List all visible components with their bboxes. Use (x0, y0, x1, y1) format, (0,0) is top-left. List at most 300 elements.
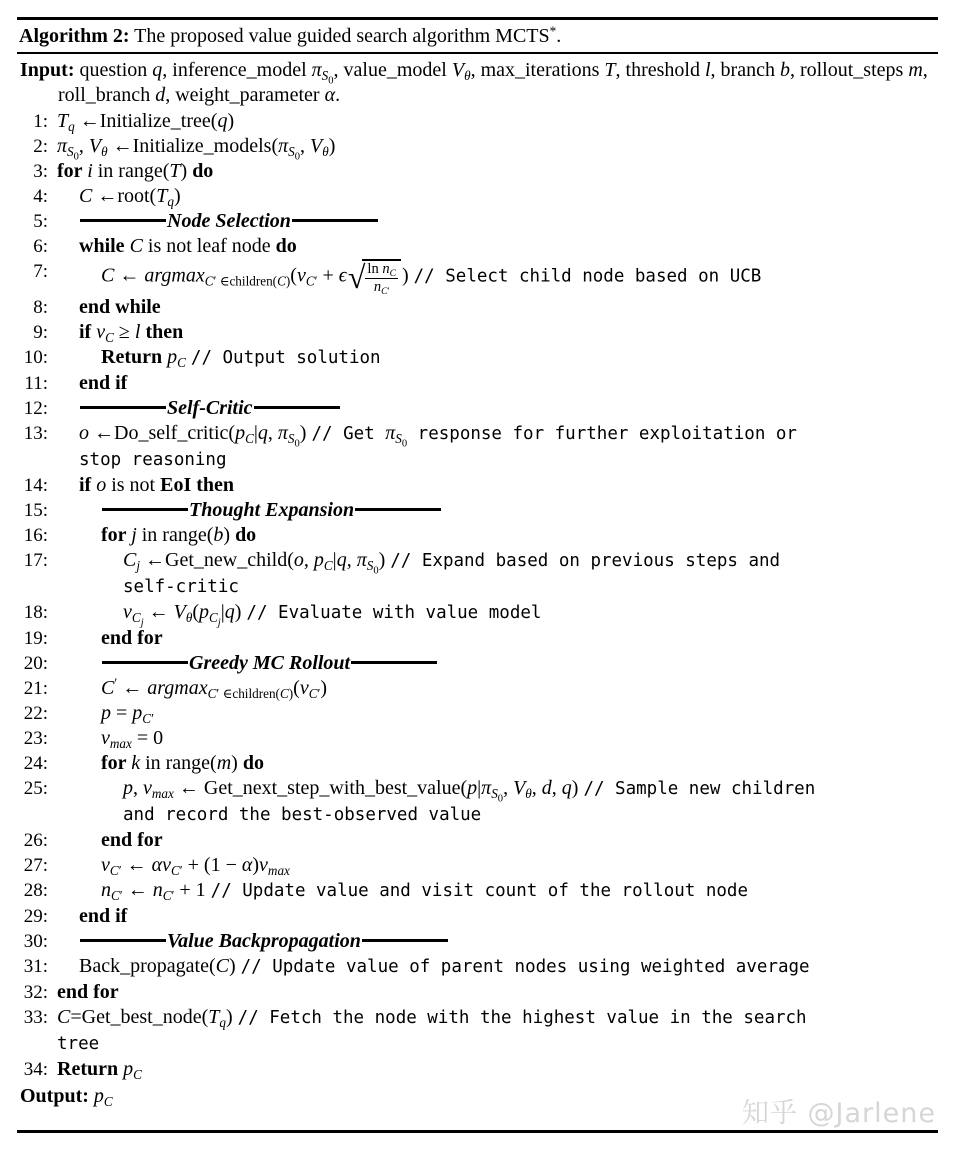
math-italic: m (908, 59, 923, 81)
math-italic: q (257, 422, 268, 444)
math-italic: C (103, 1093, 113, 1109)
math-italic: d (541, 777, 552, 799)
algo-line (0, 209, 946, 234)
line-number: 23: (23, 728, 48, 749)
math-italic: S (491, 785, 498, 801)
keyword: for (57, 160, 88, 182)
math-italic: p (199, 601, 209, 623)
comment: self-critic (123, 577, 239, 597)
algo-line (0, 159, 946, 184)
text-roman: . (556, 25, 562, 47)
algo-line (0, 498, 946, 523)
math-italic: n (373, 279, 382, 295)
subscript (67, 143, 79, 163)
text-roman: ←Initialize_models( (107, 135, 279, 157)
comment: // Get (311, 424, 386, 444)
line-number: 27: (23, 855, 48, 876)
math-italic: q (219, 1014, 226, 1030)
keyword: Return (101, 346, 168, 368)
text-roman: ′ (317, 685, 321, 701)
text-roman: ( (192, 601, 199, 623)
keyword: if (79, 321, 97, 343)
section-rule-left (80, 939, 166, 942)
math-italic: C (57, 1006, 71, 1028)
math-italic: T (156, 185, 168, 207)
line-number: 26: (23, 830, 48, 851)
math-italic: C (123, 549, 137, 571)
math-italic: argmax (147, 677, 208, 699)
section-label: Node Selection (167, 210, 291, 232)
subscript (491, 785, 504, 805)
algo-line (0, 701, 946, 726)
line-content (57, 954, 946, 980)
text-roman: ) (378, 549, 391, 571)
algo-line (0, 828, 946, 853)
comment: // Output solution (190, 348, 381, 368)
algorithm-lines (0, 109, 958, 1082)
math-italic: C (142, 710, 152, 726)
algo-line (0, 980, 946, 1005)
math-italic: C (323, 557, 333, 573)
subscript (366, 557, 379, 577)
math-italic: k (131, 752, 141, 774)
math-italic: q (167, 193, 174, 209)
algo-line (0, 109, 946, 134)
line-content (57, 600, 946, 629)
line-content (57, 980, 946, 1005)
keyword: do (235, 524, 257, 546)
algo-line (0, 853, 946, 878)
algo-line (0, 600, 946, 629)
math-italic: p (132, 702, 143, 724)
section-rule-right (355, 508, 441, 511)
line-number: 6: (33, 236, 48, 257)
math-italic: S (287, 430, 295, 446)
section-rule-left (102, 508, 188, 511)
line-number: 34: (23, 1059, 48, 1080)
math-italic: b (213, 524, 224, 546)
line-content (57, 929, 946, 954)
subscript (163, 888, 175, 903)
subscript (167, 194, 174, 209)
keyword: end for (101, 829, 163, 851)
math-italic: v (296, 264, 306, 287)
keyword: then (140, 321, 184, 343)
math-italic: o (79, 422, 89, 444)
algo-line (0, 259, 946, 295)
algo-line (0, 396, 946, 421)
math-italic: C (305, 273, 315, 289)
math-italic: p (313, 549, 324, 571)
input-line (0, 54, 958, 109)
algo-line (0, 726, 946, 751)
text-roman: 0 (294, 151, 301, 163)
math-italic: C (389, 267, 396, 279)
text-roman: ← (117, 677, 148, 699)
math-italic: π (277, 422, 288, 444)
text-roman: ) (328, 135, 336, 157)
line-content (57, 776, 946, 828)
text-roman: ) (285, 273, 291, 289)
math-italic: max (109, 735, 132, 751)
bottom-rule (17, 1130, 938, 1133)
math-italic: o (96, 474, 107, 496)
comment: // Update value of parent nodes using weighted average (240, 957, 810, 977)
subscript (309, 686, 321, 701)
text-roman: ← (143, 601, 174, 623)
math-italic: C (209, 609, 218, 625)
text-roman: 0 (401, 438, 408, 450)
math-italic: p (93, 1085, 104, 1107)
comment: stop reasoning (79, 450, 227, 470)
subscript (306, 274, 318, 289)
line-number: 17: (23, 550, 48, 571)
line-number: 21: (23, 678, 48, 699)
text-roman: , (346, 549, 357, 571)
text-roman: ) (401, 264, 414, 287)
text-roman: is not (106, 474, 161, 496)
algo-line (0, 473, 946, 498)
algo-line (0, 320, 946, 345)
text-roman: ( (290, 264, 297, 287)
math-italic: π (57, 135, 68, 157)
line-number: 25: (23, 778, 48, 799)
section-rule-right (351, 661, 437, 664)
text-roman: , (531, 777, 542, 799)
math-italic: C (204, 273, 214, 289)
text-roman: , (78, 135, 89, 157)
text-roman: ′ (314, 273, 318, 289)
text-roman: * (549, 23, 557, 39)
line-number: 9: (33, 322, 48, 343)
math-italic: C (177, 354, 186, 370)
algo-line (0, 421, 946, 473)
text-roman: + (1 − (182, 854, 242, 876)
math-italic: j (131, 524, 137, 546)
algo-line (0, 651, 946, 676)
subscript (111, 888, 123, 903)
line-number: 14: (23, 475, 48, 496)
text-roman: in range( (92, 160, 170, 182)
subscript (142, 711, 154, 726)
math-italic: b (779, 59, 790, 81)
keyword: for (101, 752, 132, 774)
math-italic: m (216, 752, 232, 774)
math-italic: v (299, 677, 309, 699)
line-content (57, 1057, 946, 1082)
subscript (287, 430, 300, 450)
math-italic: C (381, 285, 388, 297)
keyword: Input: (20, 59, 75, 81)
line-content (57, 109, 946, 134)
text-roman: , (133, 777, 143, 799)
text-roman: + 1 (174, 879, 211, 901)
keyword: do (242, 752, 264, 774)
math-italic: d (155, 84, 166, 106)
subscript (105, 330, 114, 345)
keyword: do (192, 160, 214, 182)
fraction-numerator (365, 262, 398, 279)
text-roman: ′ (114, 675, 118, 691)
math-italic: v (96, 321, 106, 343)
algo-line (0, 523, 946, 548)
text-roman: ′ (387, 285, 390, 297)
keyword: Output: (20, 1085, 89, 1107)
text-roman: + (317, 264, 339, 287)
math-italic: π (311, 59, 322, 81)
text-roman: ≥ (113, 321, 135, 343)
line-content (57, 878, 946, 904)
math-italic: ϵ (338, 264, 347, 287)
math-italic: p (123, 1058, 134, 1080)
text-roman: 0 (294, 438, 300, 450)
math-italic: C (277, 273, 286, 289)
line-content (57, 396, 946, 421)
text-roman: 0 (328, 75, 334, 87)
algo-line (0, 929, 946, 954)
subscript (208, 686, 294, 701)
comment: // Sample new children (583, 779, 816, 799)
line-content (57, 523, 946, 548)
math-italic: π (356, 549, 367, 571)
section-label: Thought Expansion (189, 499, 355, 521)
comment: // Select child node based on UCB (413, 266, 762, 287)
text-roman: , threshold (615, 59, 705, 81)
text-roman: ←Initialize_tree( (74, 110, 218, 132)
math-italic: α (324, 84, 336, 106)
text-roman: ) (180, 160, 193, 182)
section-rule-right (292, 219, 378, 222)
math-italic: C (105, 329, 114, 345)
keyword: end for (57, 981, 119, 1003)
math-italic: i (87, 160, 93, 182)
math-italic: T (208, 1006, 220, 1028)
line-content (57, 701, 946, 726)
line-number: 12: (23, 398, 48, 419)
math-italic: V (451, 59, 465, 81)
math-italic: π (278, 135, 289, 157)
text-roman: , branch (710, 59, 780, 81)
line-content (57, 726, 946, 751)
algo-line (0, 954, 946, 980)
math-italic: argmax (144, 264, 205, 287)
keyword: if (79, 474, 97, 496)
subscript (171, 863, 183, 878)
text-roman: ) (288, 685, 294, 701)
text-roman: ) (228, 955, 241, 977)
text-roman: 0 (497, 793, 504, 805)
subscript (245, 431, 254, 446)
math-italic: θ (185, 609, 193, 625)
text-roman: , (267, 422, 278, 444)
algorithm-caption (0, 20, 958, 52)
line-content (57, 259, 946, 295)
algo-line (0, 904, 946, 929)
math-italic: v (101, 727, 110, 749)
section-label: Value Backpropagation (167, 930, 361, 952)
keyword: end for (101, 627, 163, 649)
math-italic: p (101, 702, 111, 724)
line-content (57, 651, 946, 676)
math-italic: θ (101, 143, 108, 159)
algo-line (0, 1005, 946, 1057)
algo-line (0, 184, 946, 209)
math-italic: j (217, 617, 221, 629)
sqrt (348, 259, 401, 295)
math-italic: V (513, 777, 526, 799)
subscript (110, 863, 122, 878)
text-roman: , max_iterations (470, 59, 605, 81)
text-roman: , (503, 777, 514, 799)
text-roman: = (111, 702, 133, 724)
text-roman: . (335, 84, 341, 106)
line-number: 7: (33, 261, 48, 282)
text-roman: | (477, 777, 482, 799)
math-italic: o (293, 549, 304, 571)
math-italic: max (267, 862, 290, 878)
line-content (57, 371, 946, 396)
text-roman: ′ (119, 887, 123, 903)
text-roman: =Get_best_node( (70, 1006, 209, 1028)
math-italic: C (131, 609, 141, 625)
text-roman: ← (121, 854, 152, 876)
math-italic: π (385, 422, 396, 444)
math-italic: q (68, 118, 75, 134)
text-roman: , (551, 777, 562, 799)
text-roman: , (300, 135, 311, 157)
line-content (57, 626, 946, 651)
math-italic: q (224, 601, 235, 623)
line-number: 3: (33, 161, 48, 182)
line-content (57, 904, 946, 929)
text-roman: | (220, 601, 225, 623)
text-roman: ln (367, 261, 383, 277)
subscript (321, 67, 334, 87)
text-roman: ′ ∈children( (213, 273, 278, 289)
text-roman: ′ ∈children( (216, 685, 280, 701)
comment: // Update value and visit count of the rollout node (210, 881, 748, 901)
comment: // Expand based on previous steps and (390, 551, 781, 571)
algo-line (0, 1057, 946, 1082)
math-italic: T (169, 160, 181, 182)
fraction (365, 262, 398, 295)
section-label: Greedy MC Rollout (189, 652, 351, 674)
text-roman: in range( (140, 752, 217, 774)
subscript (219, 1015, 226, 1030)
line-number: 1: (33, 111, 48, 132)
math-italic: S (67, 143, 74, 159)
line-content (57, 498, 946, 523)
subscript (268, 863, 290, 878)
line-number: 8: (33, 297, 48, 318)
subscript (395, 430, 408, 450)
math-italic: j (136, 557, 141, 573)
text-roman: is not leaf node (142, 235, 276, 257)
line-number: 19: (23, 628, 48, 649)
math-italic: l (704, 59, 711, 81)
math-italic: αv (151, 854, 171, 876)
subscript (324, 558, 333, 573)
line-content (57, 320, 946, 345)
math-italic: C (245, 430, 254, 446)
algo-line (0, 776, 946, 828)
line-number: 5: (33, 211, 48, 232)
keyword: Algorithm 2: (19, 25, 130, 47)
algorithm-box (0, 17, 958, 1129)
math-italic: S (395, 430, 402, 446)
comment: tree (57, 1034, 100, 1054)
line-content (57, 184, 946, 209)
math-italic: θ (464, 67, 471, 83)
text-roman: ) (320, 677, 328, 699)
text-roman: ) (571, 777, 584, 799)
line-number: 10: (23, 347, 48, 368)
comment: response for further exploitation or (407, 424, 797, 444)
subscript (133, 1067, 142, 1082)
sqrt-radicand (362, 259, 401, 295)
math-italic: C (109, 862, 119, 878)
section-rule-right (254, 406, 340, 409)
line-number: 30: (23, 931, 48, 952)
line-number: 33: (23, 1007, 48, 1028)
line-number: 31: (23, 956, 48, 977)
text-roman: = 0 (131, 727, 164, 749)
math-italic: q (152, 59, 163, 81)
comment: // Evaluate with value model (246, 603, 542, 623)
math-italic: C (101, 264, 115, 287)
text-roman: ←Get_new_child( (140, 549, 294, 571)
math-italic: v (259, 854, 268, 876)
algo-line (0, 345, 946, 371)
line-content (57, 1005, 946, 1057)
text-roman: , roll_branch (58, 59, 928, 106)
keyword: Return (57, 1058, 124, 1080)
section-label: Self-Critic (167, 397, 253, 419)
fraction-denominator (374, 279, 390, 295)
math-italic: C (308, 685, 318, 701)
math-italic: θ (525, 785, 532, 801)
math-italic: C (170, 862, 180, 878)
text-roman: ← Get_next_step_with_best_value( (173, 777, 468, 799)
line-content (57, 853, 946, 878)
line-number: 2: (33, 136, 48, 157)
algo-line (0, 626, 946, 651)
math-italic: C (129, 235, 143, 257)
math-italic: C (79, 185, 93, 207)
math-italic: v (143, 777, 152, 799)
math-italic: C (162, 887, 172, 903)
subscript (152, 786, 174, 801)
line-content (57, 548, 946, 600)
text-roman: The proposed value guided search algorithm MCTS (129, 25, 550, 47)
math-italic: θ (322, 143, 329, 159)
algo-line (0, 134, 946, 163)
math-italic: C (279, 685, 289, 701)
subscript (177, 355, 186, 370)
math-italic: q (336, 549, 347, 571)
line-content (57, 345, 946, 371)
subscript (205, 274, 291, 289)
math-italic: p (467, 777, 478, 799)
math-italic: p (123, 777, 133, 799)
line-number: 24: (23, 753, 48, 774)
math-italic: V (310, 135, 323, 157)
keyword: end if (79, 372, 128, 394)
text-roman: ) (231, 752, 243, 774)
subscript (209, 609, 221, 629)
text-roman: ←root( (92, 185, 157, 207)
math-italic: n (152, 879, 163, 901)
